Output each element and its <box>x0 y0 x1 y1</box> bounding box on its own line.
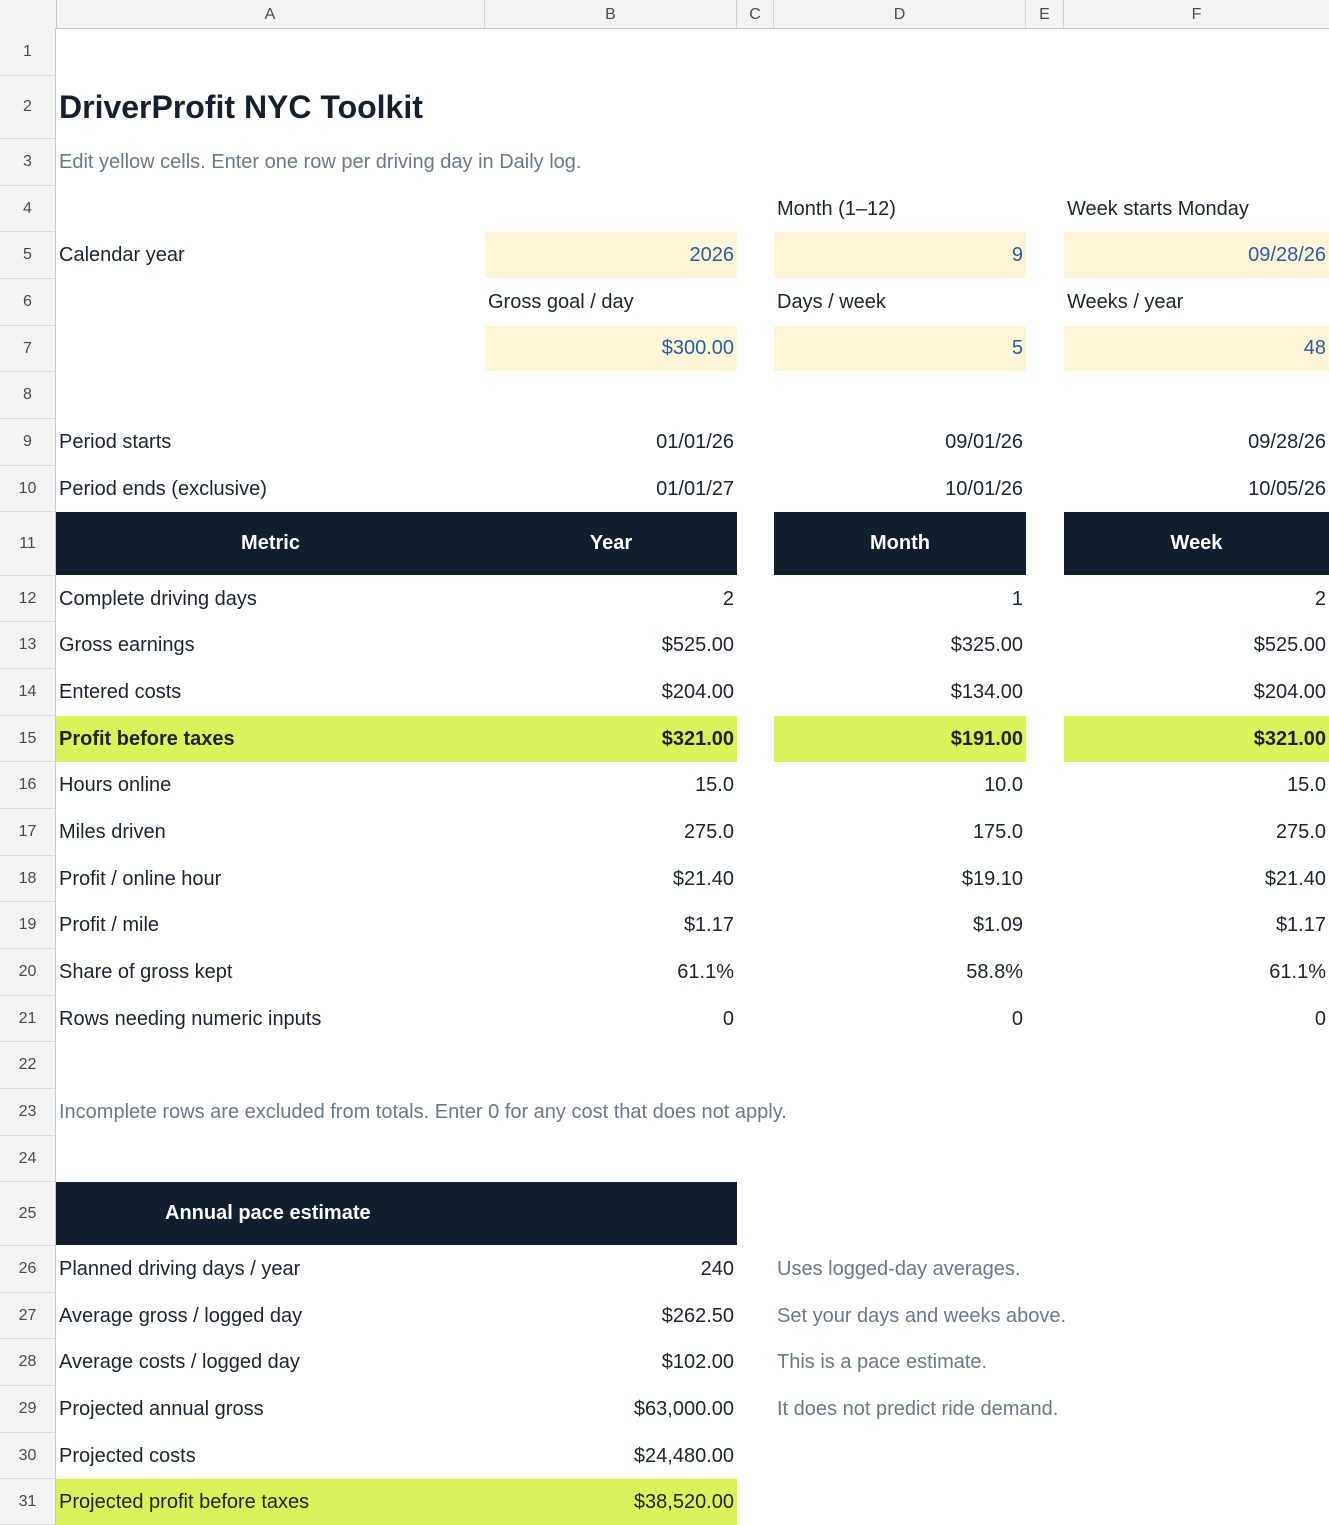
metric-month-value: $325.00 <box>950 634 1023 656</box>
row-header-31[interactable]: 31 <box>0 1479 56 1525</box>
metric-month-value: $19.10 <box>961 867 1023 890</box>
row-header-12[interactable]: 12 <box>0 576 56 622</box>
metric-week-value: $204.00 <box>1253 681 1326 703</box>
row-header-7[interactable]: 7 <box>0 326 56 372</box>
metric-label: Profit / online hour <box>59 867 222 890</box>
row-header-9[interactable]: 9 <box>0 419 56 466</box>
period-start-year: 01/01/26 <box>656 431 734 453</box>
calendar-year-input[interactable]: 2026 <box>485 232 737 278</box>
row-header-14[interactable]: 14 <box>0 669 56 716</box>
row-header-1[interactable]: 1 <box>0 28 56 76</box>
column-header-d[interactable]: D <box>774 0 1026 28</box>
row-header-15[interactable]: 15 <box>0 716 56 762</box>
metric-month-value: 1 <box>1011 587 1023 610</box>
row-header-19[interactable]: 19 <box>0 902 56 949</box>
period-end-week: 10/05/26 <box>1248 477 1326 500</box>
metric-column-header: Metric <box>56 512 485 575</box>
row-header-26[interactable]: 26 <box>0 1246 56 1293</box>
period-starts-label: Period starts <box>59 431 172 453</box>
metric-year-value: 275.0 <box>683 821 734 843</box>
pace-note: Uses logged-day averages. <box>777 1258 1021 1280</box>
row-header-3[interactable]: 3 <box>0 139 56 186</box>
metric-label: Entered costs <box>59 681 182 703</box>
metric-label: Rows needing numeric inputs <box>59 1007 322 1030</box>
row-header-28[interactable]: 28 <box>0 1339 56 1386</box>
pace-label: Average costs / logged day <box>59 1351 300 1373</box>
row-header-30[interactable]: 30 <box>0 1433 56 1479</box>
row-header-6[interactable]: 6 <box>0 279 56 326</box>
pace-label: Projected costs <box>59 1444 196 1467</box>
totals-note: Incomplete rows are excluded from totals. Enter 0 for any cost that does not apply. <box>59 1101 787 1123</box>
metric-year-value: $21.40 <box>672 867 734 890</box>
metric-label: Gross earnings <box>59 634 195 656</box>
period-ends-label: Period ends (exclusive) <box>59 477 267 500</box>
metric-label: Hours online <box>59 774 172 796</box>
metric-month-value: 175.0 <box>972 821 1023 843</box>
metric-label: Profit / mile <box>59 914 160 936</box>
metric-month-value: $1.09 <box>972 914 1023 936</box>
profit-month-value: $191.00 <box>774 716 1026 762</box>
metric-year-value: 0 <box>722 1007 734 1030</box>
calendar-year-label: Calendar year <box>59 244 185 266</box>
pace-label: Projected annual gross <box>59 1398 264 1420</box>
gross-goal-label: Gross goal / day <box>488 291 634 313</box>
metric-week-value: 2 <box>1314 587 1326 610</box>
metric-year-value: 2 <box>722 587 734 610</box>
row-header-11[interactable]: 11 <box>0 512 56 576</box>
profit-year-value: $321.00 <box>485 716 737 762</box>
row-header-2[interactable]: 2 <box>0 76 56 139</box>
period-start-week: 09/28/26 <box>1248 431 1326 453</box>
weeks-per-year-label: Weeks / year <box>1067 291 1184 313</box>
row-header-24[interactable]: 24 <box>0 1136 56 1182</box>
metric-week-value: $525.00 <box>1253 634 1326 656</box>
pace-header: Annual pace estimate <box>56 1182 737 1245</box>
projected-profit-value: $38,520.00 <box>485 1479 737 1525</box>
month-column-header: Month <box>774 512 1026 575</box>
pace-value: $24,480.00 <box>633 1444 734 1467</box>
metric-month-value: 10.0 <box>984 774 1023 796</box>
column-header-a[interactable]: A <box>56 0 485 28</box>
pace-label: Planned driving days / year <box>59 1258 301 1280</box>
row-header-4[interactable]: 4 <box>0 186 56 232</box>
metric-week-value: $21.40 <box>1264 867 1326 890</box>
profit-week-value: $321.00 <box>1064 716 1329 762</box>
week-start-label: Week starts Monday <box>1067 197 1249 220</box>
column-header-f[interactable]: F <box>1191 6 1202 23</box>
metric-year-value: $1.17 <box>683 914 734 936</box>
metric-year-value: $525.00 <box>661 634 734 656</box>
column-header-c[interactable]: C <box>737 0 774 28</box>
row-header-17[interactable]: 17 <box>0 809 56 856</box>
metric-week-value: 275.0 <box>1275 821 1326 843</box>
select-all-corner[interactable] <box>0 0 57 28</box>
pace-value: $63,000.00 <box>633 1398 734 1420</box>
month-input[interactable]: 9 <box>774 232 1026 278</box>
row-header-23[interactable]: 23 <box>0 1089 56 1136</box>
metric-month-value: 58.8% <box>966 961 1023 983</box>
pace-label: Average gross / logged day <box>59 1304 303 1327</box>
pace-note: It does not predict ride demand. <box>777 1398 1059 1420</box>
column-header-bar <box>0 0 1329 29</box>
metric-year-value: 61.1% <box>677 961 734 983</box>
row-header-10[interactable]: 10 <box>0 466 56 512</box>
column-header-b[interactable]: B <box>485 0 737 28</box>
row-header-21[interactable]: 21 <box>0 996 56 1042</box>
week-column-header: Week <box>1064 512 1329 575</box>
page-subtitle: Edit yellow cells. Enter one row per driving day in Daily log. <box>59 151 582 173</box>
metric-year-value: 15.0 <box>695 774 734 796</box>
month-label: Month (1–12) <box>777 197 896 220</box>
column-header-e[interactable]: E <box>1026 0 1064 28</box>
metric-month-value: 0 <box>1011 1007 1023 1030</box>
days-per-week-input[interactable]: 5 <box>774 326 1026 371</box>
metric-week-value: $1.17 <box>1275 914 1326 936</box>
gross-goal-input[interactable]: $300.00 <box>485 326 737 371</box>
pace-value: $262.50 <box>661 1304 734 1327</box>
projected-profit-label: Projected profit before taxes <box>56 1479 485 1525</box>
pace-value: 240 <box>700 1258 734 1280</box>
period-end-month: 10/01/26 <box>945 477 1023 500</box>
pace-note: This is a pace estimate. <box>777 1351 988 1373</box>
row-header-13[interactable]: 13 <box>0 622 56 669</box>
pace-value: $102.00 <box>661 1351 734 1373</box>
row-header-27[interactable]: 27 <box>0 1293 56 1339</box>
metric-week-value: 15.0 <box>1287 774 1326 796</box>
row-header-18[interactable]: 18 <box>0 856 56 902</box>
row-header-8[interactable]: 8 <box>0 372 56 419</box>
profit-label: Profit before taxes <box>56 716 485 762</box>
row-header-25[interactable]: 25 <box>0 1182 56 1246</box>
metric-week-value: 0 <box>1314 1007 1326 1030</box>
row-header-22[interactable]: 22 <box>0 1042 56 1089</box>
metric-week-value: 61.1% <box>1269 961 1326 983</box>
row-header-5[interactable]: 5 <box>0 232 56 279</box>
metric-month-value: $134.00 <box>950 681 1023 703</box>
metric-year-value: $204.00 <box>661 681 734 703</box>
metric-label: Complete driving days <box>59 587 257 610</box>
period-end-year: 01/01/27 <box>656 477 734 500</box>
row-header-20[interactable]: 20 <box>0 949 56 996</box>
pace-note: Set your days and weeks above. <box>777 1304 1067 1327</box>
page-title: DriverProfit NYC Toolkit <box>59 89 423 125</box>
period-start-month: 09/01/26 <box>945 431 1023 453</box>
metric-label: Miles driven <box>59 821 166 843</box>
row-header-29[interactable]: 29 <box>0 1386 56 1433</box>
row-header-16[interactable]: 16 <box>0 762 56 809</box>
week-start-input[interactable]: 09/28/26 <box>1064 232 1329 278</box>
metric-label: Share of gross kept <box>59 961 233 983</box>
weeks-per-year-input[interactable]: 48 <box>1064 326 1329 371</box>
days-per-week-label: Days / week <box>777 291 886 313</box>
year-column-header: Year <box>485 512 737 575</box>
